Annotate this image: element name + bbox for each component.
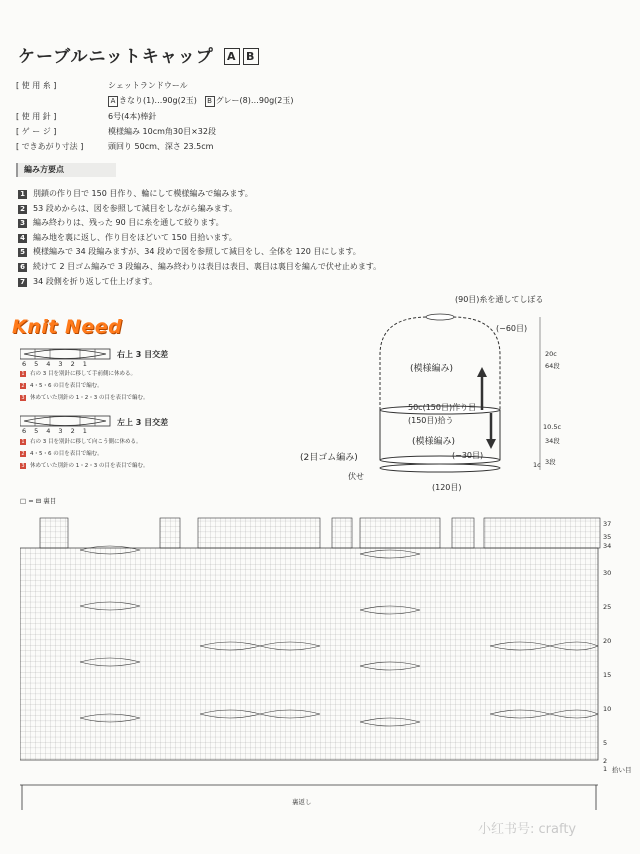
spec-label: 使 用 針 xyxy=(21,112,51,121)
spec-value: 頭回り 50cm、深さ 23.5cm xyxy=(108,142,214,151)
color-a-mark: A xyxy=(108,96,118,107)
pickup-label: 拾い目 xyxy=(612,766,632,774)
row-label: 5 xyxy=(603,739,608,747)
chart-legend: □ = ⊟ 裏目 xyxy=(20,497,57,505)
row-label: 15 xyxy=(603,671,612,679)
row-label: 10 xyxy=(603,705,612,713)
color-b-mark: B xyxy=(205,96,215,107)
title-mark-a: A xyxy=(224,48,240,65)
dim-rib-cm: 1c xyxy=(533,461,541,469)
dim-lower-rows: 34段 xyxy=(545,437,560,445)
reverse-label: 裏返し xyxy=(292,798,312,806)
diagram-rib: (2目ゴム編み) xyxy=(300,453,358,463)
diagram-minus30: (−30目) xyxy=(452,451,484,460)
page-title xyxy=(18,42,259,67)
cable-left-step-3: 3 休めていた別針の 1・2・3 の目を表目で編む。 xyxy=(21,463,149,469)
spec-value: 模様編み 10cm角30目×32段 xyxy=(108,127,216,136)
row-label: 30 xyxy=(603,569,612,577)
cable-right-title: 右上 3 目交差 xyxy=(117,350,169,359)
step-1: 1 別鎖の作り目で 150 目作り、輪にして模様編みで編みます。 xyxy=(18,188,253,199)
spec-gauge: [ ゲ ー ジ ] 模様編み 10cm角30目×32段 xyxy=(16,127,216,136)
diagram-bottom: (120目) xyxy=(432,483,462,492)
step-7: 7 34 段側を折り返して仕上げます。 xyxy=(18,276,157,287)
cable-right-numbers: 654321 xyxy=(22,360,95,368)
dim-upper-cm: 20c xyxy=(545,350,557,358)
spec-label: ゲ ー ジ xyxy=(21,127,51,136)
title-text: ケーブルニットキャップ xyxy=(18,47,214,67)
spec-label: できあがり寸法 xyxy=(21,142,78,151)
hat-diagram xyxy=(360,295,560,495)
diagram-pick-up: (150目)拾う xyxy=(408,416,454,425)
spec-size: [ できあがり寸法 ] 頭回り 50cm、深さ 23.5cm xyxy=(16,142,214,151)
cable-right-step-1: 1 右の 3 目を別針に移して手前側に休める。 xyxy=(21,371,136,377)
cable-left-title: 左上 3 目交差 xyxy=(117,418,169,427)
spec-needles: [ 使 用 針 ] 6号(4本)棒針 xyxy=(16,112,157,121)
dim-lower-cm: 10.5c xyxy=(543,423,562,431)
dim-upper-rows: 64段 xyxy=(545,362,560,370)
row-label: 37 xyxy=(603,520,612,528)
cable-left-step-2: 2 4・5・6 の目を表目で編む。 xyxy=(21,451,103,457)
row-label: 34 xyxy=(603,542,612,550)
step-6: 6 続けて 2 目ゴム編みで 3 段編み、編み終わりは表目は表目、裏目は裏目を編んで伏せ止めます。 xyxy=(18,261,381,272)
cable-right-step-3: 3 休めていた別針の 1・2・3 の目を表目で編む。 xyxy=(21,395,149,401)
diagram-minus60: (−60目) xyxy=(496,324,528,333)
step-2: 2 53 段めからは、図を参照して減目をしながら編みます。 xyxy=(18,203,237,214)
row-label: 20 xyxy=(603,637,612,645)
row-label: 2 xyxy=(603,757,608,765)
row-label: 25 xyxy=(603,603,612,611)
diagram-top-label: (90目)糸を通してしぼる xyxy=(455,295,544,304)
points-heading: 編み方要点 xyxy=(16,163,116,177)
spec-value: 6号(4本)棒針 xyxy=(108,112,157,121)
knitting-chart xyxy=(20,510,610,820)
cable-left-numbers: 654321 xyxy=(22,427,95,435)
watermark: 小红书号: crafty xyxy=(478,822,577,837)
row-label: 35 xyxy=(603,533,612,541)
step-4: 4 編み地を裏に返し、作り目をほどいて 150 目拾います。 xyxy=(18,232,237,243)
title-mark-b: B xyxy=(243,48,259,65)
diagram-bind-off: 伏せ xyxy=(348,472,364,481)
diagram-pattern-upper: (模様編み) xyxy=(410,364,454,374)
diagram-cast-on: 50c(150目)作り目 xyxy=(408,403,477,412)
cable-left-step-1: 1 右の 3 目を別針に移して向こう側に休める。 xyxy=(21,439,142,445)
step-3: 3 編み終わりは、残った 90 目に糸を通して絞ります。 xyxy=(18,217,224,228)
knit-need-logo: Knit Need xyxy=(12,316,123,338)
step-5: 5 模様編みで 34 段編みますが、34 段めで図を参照して減目をし、全体を 120 目にします。 xyxy=(18,246,361,257)
spec-label: 使 用 糸 xyxy=(21,81,51,90)
diagram-pattern-lower: (模様編み) xyxy=(412,437,456,447)
spec-value-b: グレー(8)…90g(2玉) xyxy=(215,96,294,105)
spec-value: シェットランドウール xyxy=(108,81,188,90)
spec-yarn: [ 使 用 糸 ] シェットランドウール xyxy=(16,81,188,90)
dim-rib-rows: 3段 xyxy=(545,458,556,466)
row-label: 1 xyxy=(603,765,608,773)
spec-value-a: きなり(1)…90g(2玉) xyxy=(119,96,197,105)
cable-right-step-2: 2 4・5・6 の目を表目で編む。 xyxy=(21,383,103,389)
